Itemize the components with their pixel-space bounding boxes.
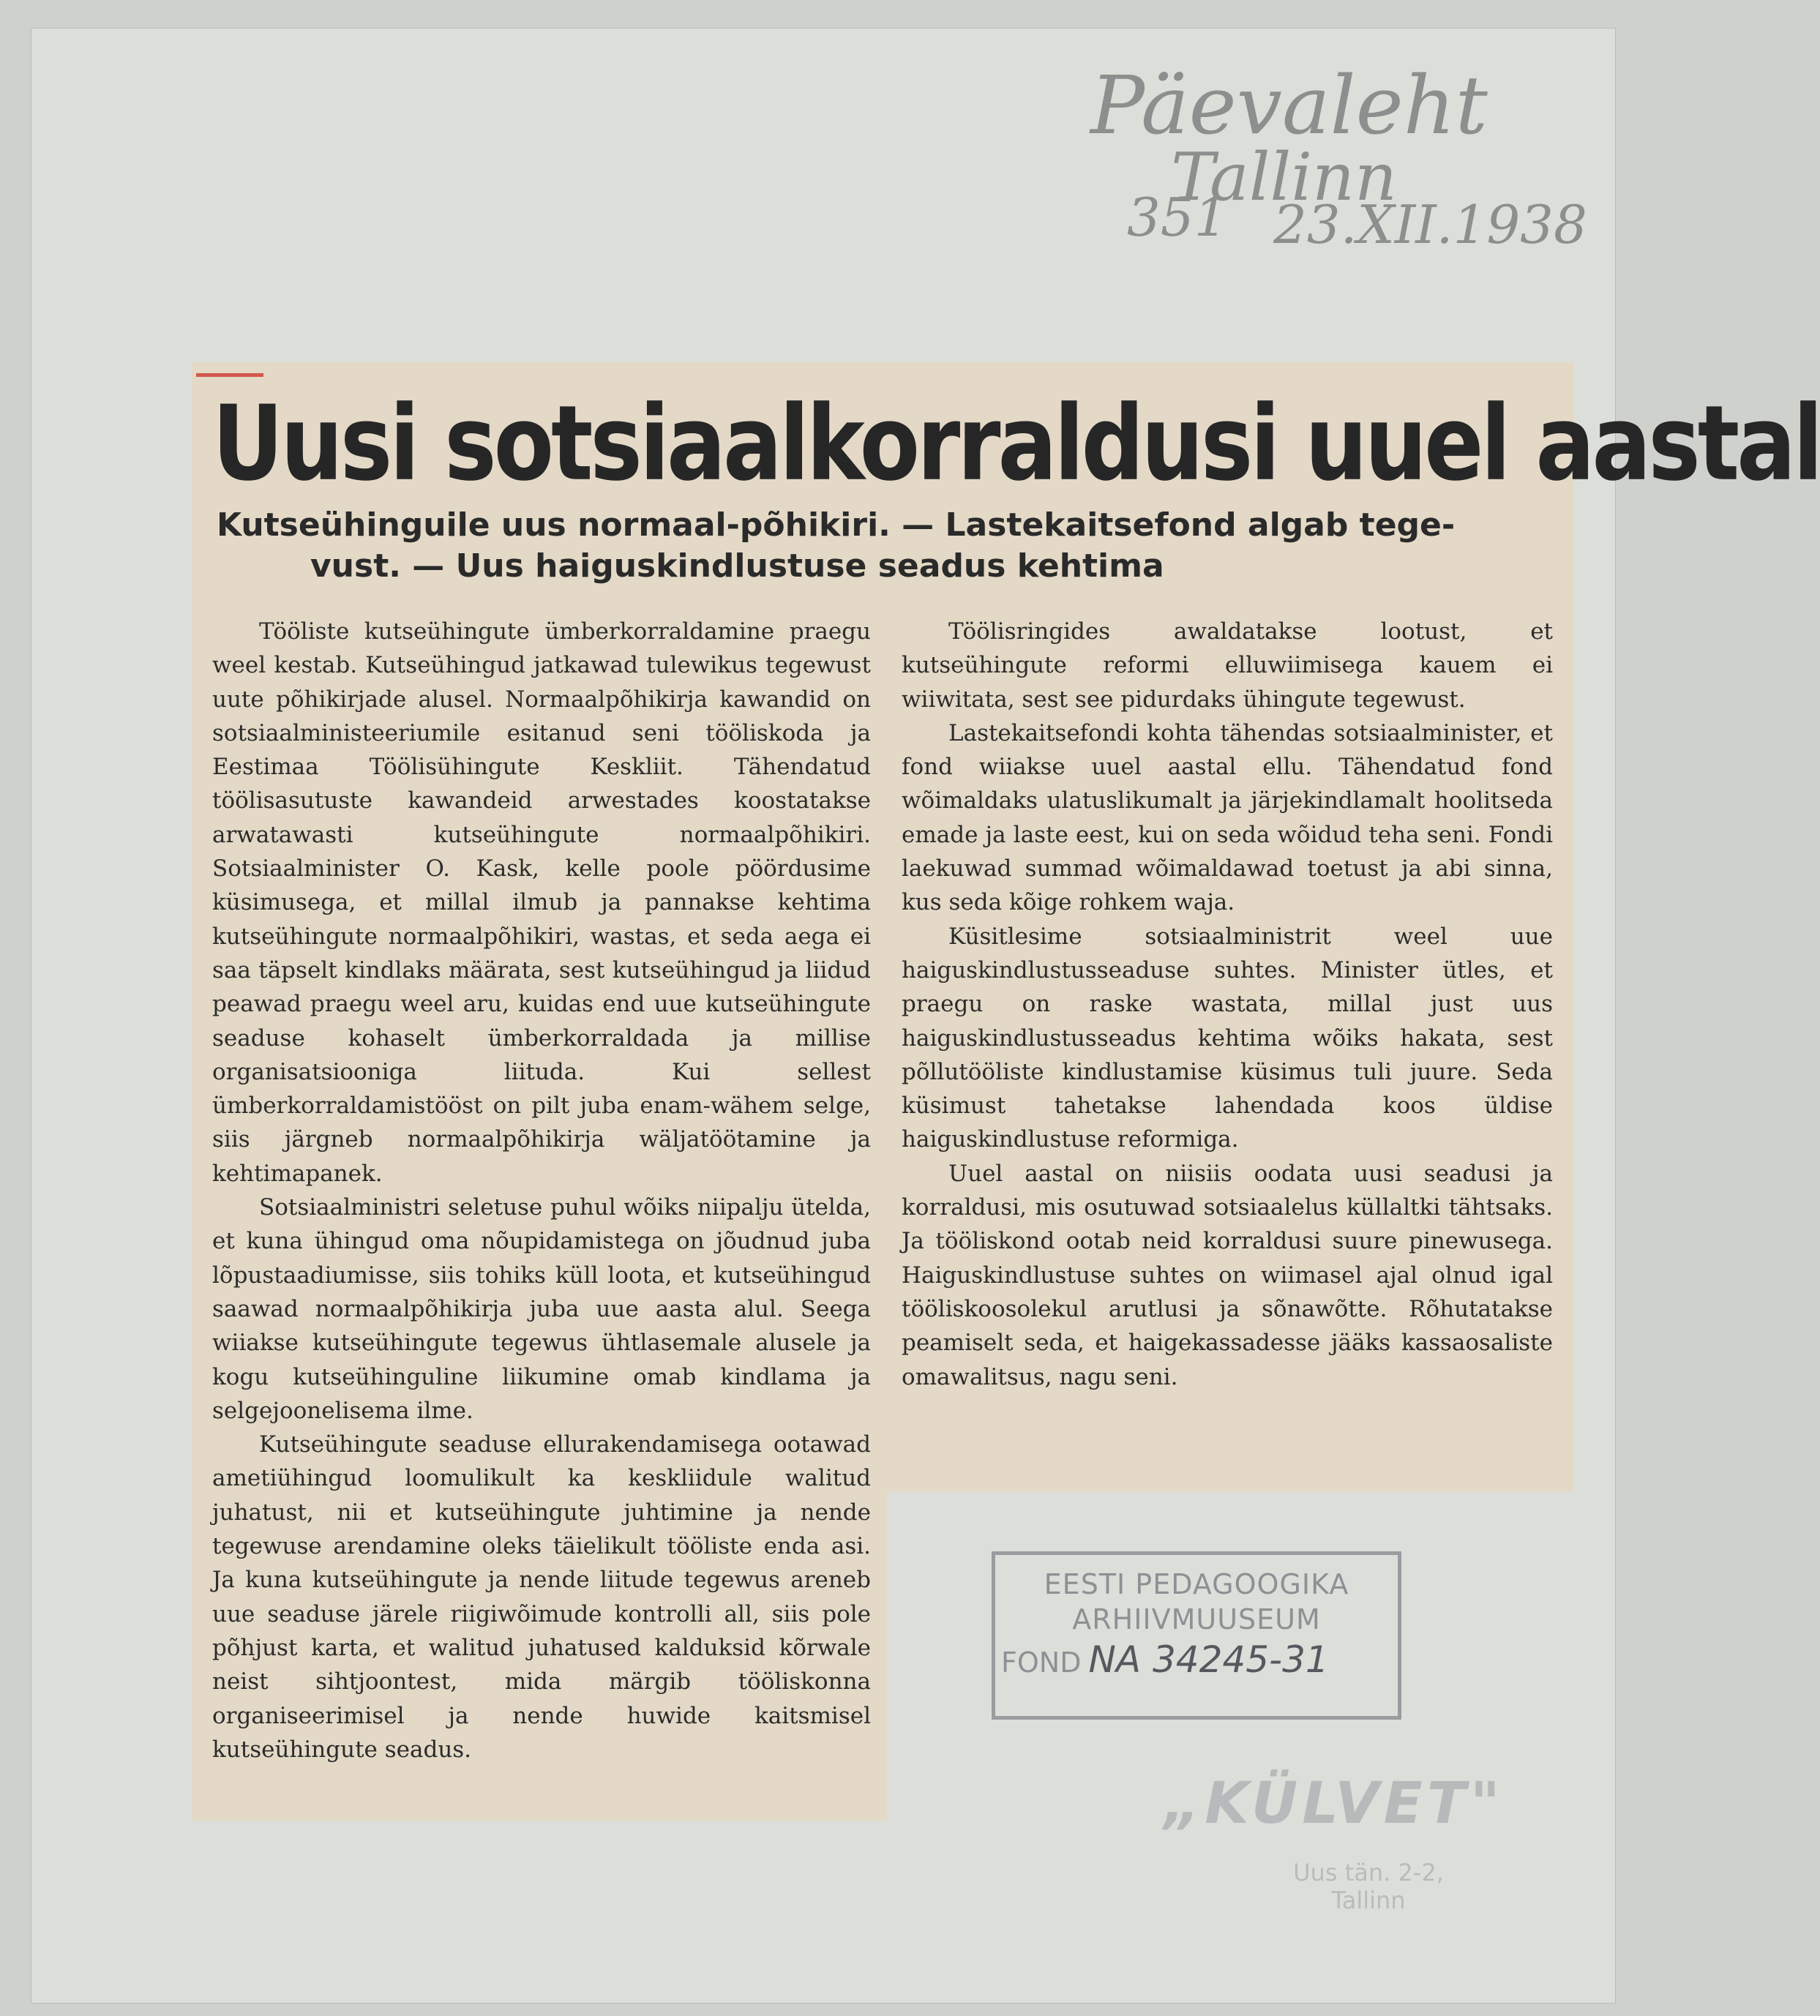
subhead-line-1: Kutseühinguile uus normaal-põhikiri. — Lastekaitsefond algab tege- bbox=[217, 506, 1456, 544]
handwritten-newspaper-name: Päevaleht bbox=[1090, 59, 1488, 152]
kulvet-address-line-1: Uus tän. 2-2, bbox=[1293, 1859, 1444, 1886]
handwritten-issue-number: 351 bbox=[1127, 187, 1228, 248]
article-paragraph: Töölisringides awaldatakse lootust, et kutseühingute reformi elluwiimisega kauem ei wiiwitata, sest see pidurdaks ühingute tegewust. bbox=[902, 618, 1553, 713]
stamp-fond-line bbox=[995, 1638, 1398, 1681]
archive-stamp bbox=[992, 1551, 1401, 1720]
article-paragraph: Sotsiaalministri seletuse puhul wõiks niipalju ütelda, et kuna ühingud oma nõupidamistega on jõudnud juba lõpustaadiumisse, siis tohiks küll loota, et kutseühingud saawad normaalpõhikirja juba uue aasta alul. Seega wiiakse kutseühingute tegewus ühtlasemale alusele ja kogu kutseühinguline liikumine omab kindlama ja selgejoonelisema ilme. bbox=[212, 1194, 871, 1424]
kulvet-stamp: „KÜLVET" bbox=[1164, 1771, 1505, 1837]
article-paragraph: Lastekaitsefondi kohta tähendas sotsiaalminister, et fond wiiakse uuel aastal ellu. Tähendatud fond wõimaldaks ulatuslikumalt ja järjekindlamalt hoolitseda emade ja laste eest, kui on seda wõidud teha seni. Fondi laekuwad summad wõimaldawad toetust ja abi sinna, kus seda kõige rohkem waja. bbox=[902, 719, 1553, 916]
kulvet-address-line-2: Tallinn bbox=[1331, 1886, 1406, 1914]
article-paragraph: Kutseühingute seaduse ellurakendamisega ootawad ametiühingud loomulikult ka keskliidule walitud juhatust, nii et kutseühingute juhtimine ja nende tegewuse arendamine oleks täielikult tööliste enda asi. Ja kuna kutseühingute ja nende liitude tegewus areneb uue seaduse järele riigiwõimude kontrolli all, siis pole põhjust karta, et walitud juhatused kalduksid kõrwale neist sihtjoontest, mida märgib tööliskonna organiseerimisel ja nende huwide kaitsmisel kutseühingute seadus. bbox=[212, 1431, 871, 1763]
handwritten-date: 23.XII.1938 bbox=[1273, 194, 1587, 255]
article-paragraph: Tööliste kutseühingute ümberkorraldamine praegu weel kestab. Kutseühingud jatkawad tulewikus tegewust uute põhikirjade alusel. Normaalpõhikirja kawandid on sotsiaalministeeriumile esitanud seni tööliskoda ja Eestimaa Töölisühingute Keskliit. Tähendatud töölisasutuste kawandeid arwestades koostatakse arwatawasti kutseühingute normaalpõhikiri. Sotsiaalminister O. Kask, kelle poole pöördusime küsimusega, et millal ilmub ja pannakse kehtima kutseühingute normaalpõhikiri, wastas, et seda aega ei saa täpselt kindlaks määrata, sest kutseühingud ja liidud peawad praegu weel aru, kuidas end uue kutseühingute seaduse kohaselt ümberkorraldada ja millise organisatsiooniga liituda. Kui sellest ümberkorraldamistööst on pilt juba enam-wähem selge, siis järgneb normaalpõhikirja wäljatöötamine ja kehtimapanek. bbox=[212, 618, 871, 1187]
article-paragraph: Küsitlesime sotsiaalministrit weel uue haiguskindlustusseaduse suhtes. Minister ütles, et praegu on raske wastata, millal just uus haiguskindlustusseadus kehtima wõiks hakata, sest põllutööliste kindlustamise küsimus tuli juure. Seda küsimust tahetakse lahendada koos üldise haiguskindlustuse reformiga. bbox=[902, 923, 1553, 1153]
stamp-line-1: EESTI PEDAGOOGIKA bbox=[1044, 1568, 1349, 1600]
article-right-column bbox=[902, 615, 1553, 1394]
article-left-column bbox=[212, 615, 871, 1766]
article-paragraph: Uuel aastal on niisiis oodata uusi seadusi ja korraldusi, mis osutuwad sotsiaalelus küllaltki tähtsaks. Ja tööliskond ootab neid korraldusi suure pinewusega. Haiguskindlustuse suhtes on wiimasel ajal olnud igal tööliskoosolekul arutlusi ja sõnawõtte. Rõhutatakse peamiselt seda, et haigekassadesse jääks kassaosaliste omawalitsus, nagu seni. bbox=[902, 1160, 1553, 1390]
handwritten-city: Tallinn bbox=[1171, 139, 1397, 216]
red-pencil-mark bbox=[196, 373, 263, 377]
stamp-line-2: ARHIIVMUUSEUM bbox=[1072, 1603, 1321, 1635]
stamp-fond-label: FOND bbox=[1001, 1646, 1082, 1679]
article-headline: Uusi sotsiaalkorraldusi uuel aastal bbox=[212, 384, 1820, 505]
article-subheadline bbox=[217, 505, 1578, 587]
subhead-line-2: vust. — Uus haiguskindlustuse seadus kehtima bbox=[310, 547, 1164, 585]
stamp-fond-number: NA 34245-31 bbox=[1088, 1638, 1329, 1681]
kulvet-address bbox=[1259, 1859, 1478, 1914]
